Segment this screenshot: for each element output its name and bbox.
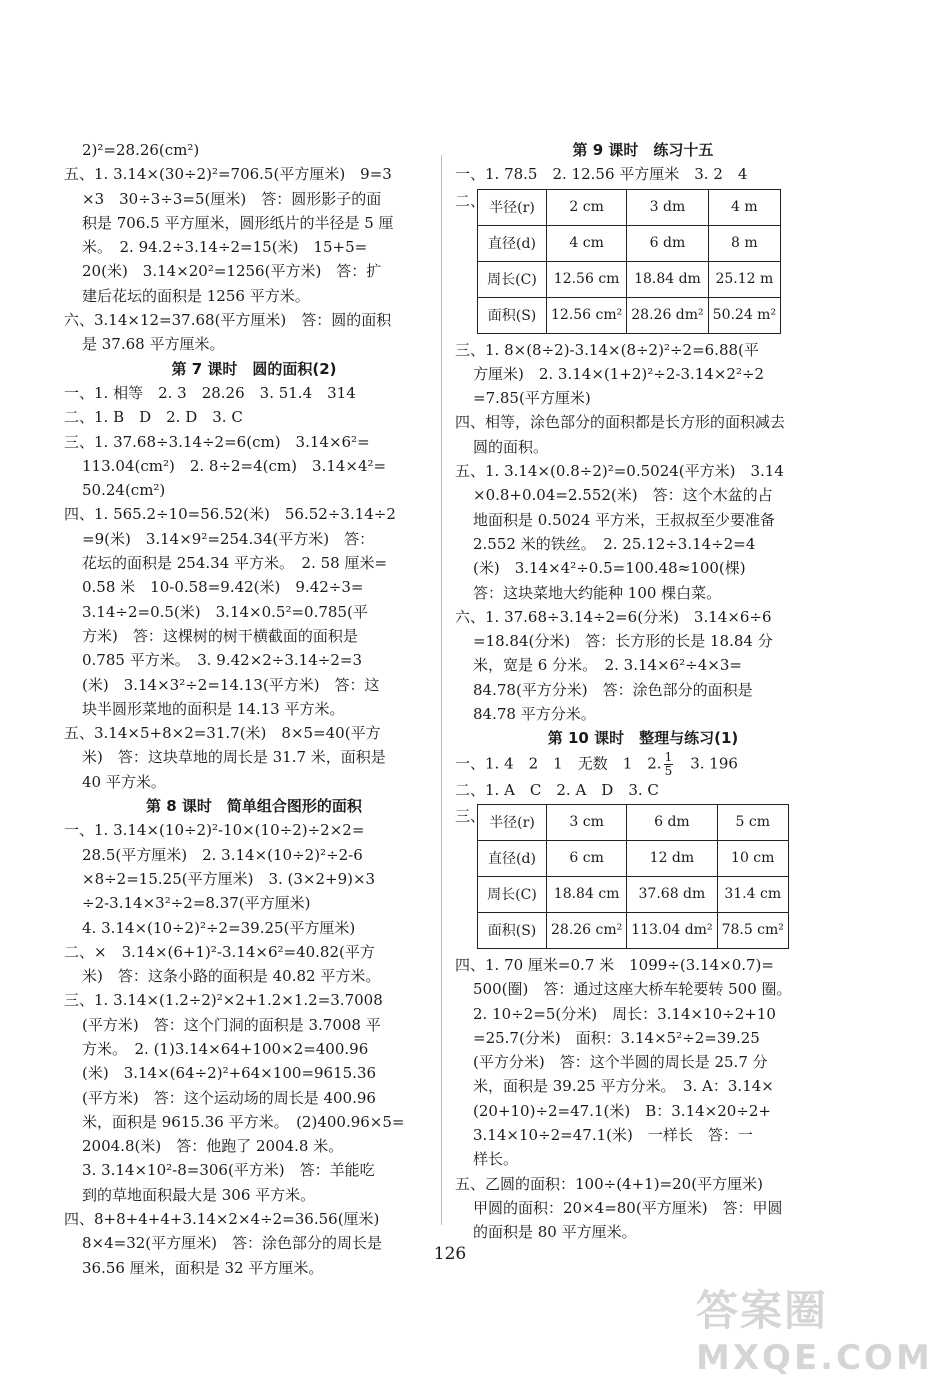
row-header-cell: 周长(C) <box>478 261 547 297</box>
answer-line: 四、1. 70 厘米=0.7 米 1099÷(3.14×0.7)= <box>455 955 774 974</box>
answer-line: 8×4=32(平方厘米) 答：涂色部分的周长是 <box>82 1234 383 1253</box>
answer-line: 四、1. 565.2÷10=56.52(米) 56.52÷3.14÷2 <box>64 505 396 524</box>
answer-line: 三、1. 37.68÷3.14÷2=6(cm) 3.14×6²= <box>64 432 370 451</box>
answer-line: 米，面积是 9615.36 平方米。 (2)400.96×5= <box>82 1112 405 1131</box>
answer-line: 五、1. 3.14×(30÷2)²=706.5(平方厘米) 9=3 <box>64 165 392 184</box>
answer-line: 积是 706.5 平方厘米，圆形纸片的半径是 5 厘 <box>82 213 394 232</box>
answer-line: 三、1. 3.14×(1.2÷2)²×2+1.2×1.2=3.7008 <box>64 991 383 1010</box>
fraction-numerator: 1 <box>664 749 673 764</box>
row-header-cell: 面积(S) <box>478 297 547 333</box>
answer-line: (米) 3.14×3²÷2=14.13(平方米) 答：这 <box>82 675 380 694</box>
table-cell: 4 cm <box>547 225 627 261</box>
answer-line: 五、1. 3.14×(0.8÷2)²=0.5024(平方米) 3.14 <box>455 462 784 481</box>
table-cell: 6 dm <box>627 804 717 840</box>
answer-line: 方厘米) 2. 3.14×(1+2)²÷2-3.14×2²÷2 <box>473 364 765 383</box>
answer-line: 2. 10÷2=5(分米) 周长：3.14×10÷2+10 <box>473 1004 776 1023</box>
table-row <box>478 225 781 261</box>
answer-line: 花坛的面积是 254.34 平方米。 2. 58 厘米= <box>82 554 388 573</box>
fraction <box>664 751 674 778</box>
watermark-en: MXQE.COM <box>696 1338 933 1378</box>
answer-line: (平方米) 答：这个门洞的面积是 3.7008 平 <box>82 1015 381 1034</box>
answer-line: 四、8+8+4+4+3.14×2×4÷2=36.56(厘米) <box>64 1210 380 1229</box>
row-header-cell: 周长(C) <box>478 876 547 912</box>
left-column <box>64 138 444 1280</box>
answer-line: ×8÷2=15.25(平方厘米) 3. (3×2+9)×3 <box>82 869 376 888</box>
answer-line: 28.5(平方厘米) 2. 3.14×(10÷2)²÷2-6 <box>82 845 363 864</box>
answer-line: ÷2-3.14×3²÷2=8.37(平方厘米) <box>82 894 311 913</box>
answer-line: =7.85(平方厘米) <box>473 389 591 408</box>
circle-table-1 <box>455 189 831 334</box>
table-cell: 3 dm <box>627 189 708 225</box>
answer-line: 六、1. 37.68÷3.14÷2=6(分米) 3.14×6÷6 <box>455 607 772 626</box>
row-header-cell: 直径(d) <box>478 840 547 876</box>
answer-line: 二、1. A C 2. A D 3. C <box>455 780 659 799</box>
circle-table-2 <box>455 804 831 949</box>
table-cell: 5 cm <box>717 804 788 840</box>
lesson-10-heading: 第 10 课时 整理与练习(1) <box>547 729 739 748</box>
row-header-cell: 面积(S) <box>478 912 547 948</box>
table-cell: 25.12 m <box>708 261 780 297</box>
table-row <box>478 876 789 912</box>
table-label: 二、 <box>455 191 486 210</box>
answer-line: 块半圆形菜地的面积是 14.13 平方米。 <box>82 699 345 718</box>
table-label: 三、 <box>455 806 486 825</box>
table-cell: 2 cm <box>547 189 627 225</box>
answer-line: 圆的面积。 <box>473 437 549 456</box>
answer-line: 米) 答：这条小路的面积是 40.82 平方米。 <box>82 967 381 986</box>
answer-line: 一、1. 3.14×(10÷2)²-10×(10÷2)÷2×2= <box>64 821 365 840</box>
answer-line: 答：这块菜地大约能种 100 棵白菜。 <box>473 583 722 602</box>
fraction-denominator: 5 <box>664 763 673 778</box>
answer-line: ×0.8+0.04=2.552(米) 答：这个木盆的占 <box>473 486 773 505</box>
answer-line: 方米) 答：这棵树的树干横截面的面积是 <box>82 626 358 645</box>
answer-line: 2004.8(米) 答：他跑了 2004.8 米。 <box>82 1137 344 1156</box>
answer-line: 四、相等，涂色部分的面积都是长方形的面积减去 <box>455 413 786 432</box>
table-cell: 28.26 cm² <box>547 912 627 948</box>
right-column <box>455 138 831 1245</box>
answer-line: 五、3.14×5+8×2=31.7(米) 8×5=40(平方 <box>64 724 381 743</box>
table-cell: 6 cm <box>547 840 627 876</box>
table-cell: 18.84 cm <box>547 876 627 912</box>
answer-line: 六、3.14×12=37.68(平方厘米) 答：圆的面积 <box>64 311 392 330</box>
table-cell: 3 cm <box>547 804 627 840</box>
watermark-cn: 答案圈 <box>696 1286 829 1335</box>
answer-line: =9(米) 3.14×9²=254.34(平方米) 答： <box>82 529 375 548</box>
answer-line: 500(圈) 答：通过这座大桥车轮要转 500 圈。 <box>473 980 792 999</box>
answer-line: 3.14×10÷2=47.1(米) 一样长 答：一 <box>473 1126 753 1145</box>
table-cell: 113.04 dm² <box>627 912 717 948</box>
answer-line: 113.04(cm²) 2. 8÷2=4(cm) 3.14×4²= <box>82 456 387 475</box>
answer-line: 0.785 平方米。 3. 9.42×2÷3.14÷2=3 <box>82 651 362 670</box>
answer-line: 方米。 2. (1)3.14×64+100×2=400.96 <box>82 1039 369 1058</box>
table-cell: 31.4 cm <box>717 876 788 912</box>
answer-line: (米) 3.14×(64÷2)²+64×100=9615.36 <box>82 1064 377 1083</box>
answer-line: 一、1. 相等 2. 3 28.26 3. 51.4 314 <box>64 383 356 402</box>
table-row <box>478 912 789 948</box>
table-cell: 28.26 dm² <box>627 297 708 333</box>
lesson-heading: 第 8 课时 简单组合图形的面积 <box>146 797 362 816</box>
answer-line: 50.24(cm²) <box>82 481 166 500</box>
answer-line: 3.14÷2=0.5(米) 3.14×0.5²=0.785(平 <box>82 602 368 621</box>
table-cell: 6 dm <box>627 225 708 261</box>
answer-line: ×3 30÷3÷3=5(厘米) 答：圆形影子的面 <box>82 189 382 208</box>
answer-line: 样长。 <box>473 1150 519 1169</box>
table-row <box>478 297 781 333</box>
answer-line: 一、1. 78.5 2. 12.56 平方厘米 3. 2 4 <box>455 165 748 184</box>
table-row <box>478 261 781 297</box>
table-row <box>478 804 789 840</box>
answer-line: 二、1. B D 2. D 3. C <box>64 408 243 427</box>
answer-line: 地面积是 0.5024 平方米，王叔叔至少要准备 <box>473 510 776 529</box>
answer-line: 五、乙圆的面积：100÷(4+1)=20(平方厘米) <box>455 1174 763 1193</box>
answer-line: 米。 2. 94.2÷3.14÷2=15(米) 15+5= <box>82 238 368 257</box>
table-row <box>478 189 781 225</box>
answer-line: 40 平方米。 <box>82 772 166 791</box>
answer-line: 三、1. 8×(8÷2)-3.14×(8÷2)²÷2=6.88(平 <box>455 340 759 359</box>
answer-line: 的面积是 80 平方厘米。 <box>473 1223 637 1242</box>
page-number: 126 <box>433 1244 467 1264</box>
row-header-cell: 半径(r) <box>478 189 547 225</box>
lesson-heading: 第 7 课时 圆的面积(2) <box>171 359 337 378</box>
answer-line: 米，面积是 39.25 平方分米。 3. A：3.14× <box>473 1077 774 1096</box>
answer-line: 米，宽是 6 分米。 2. 3.14×6²÷4×3= <box>473 656 742 675</box>
table-cell: 18.84 dm <box>627 261 708 297</box>
answer-line: 2)²=28.26(cm²) <box>82 141 200 159</box>
answer-line: (平方分米) 答：这个半圆的周长是 25.7 分 <box>473 1053 768 1072</box>
answer-line: =25.7(分米) 面积：3.14×5²÷2=39.25 <box>473 1028 760 1047</box>
answer-line: 3. 3.14×10²-8=306(平方米) 答：羊能吃 <box>82 1161 375 1180</box>
answer-line: 84.78 平方分米。 <box>473 705 596 724</box>
lesson-9-heading: 第 9 课时 练习十五 <box>572 141 714 159</box>
table-cell: 12.56 cm² <box>547 297 627 333</box>
table-cell: 50.24 m² <box>708 297 780 333</box>
circle-measure-table <box>477 189 781 334</box>
answer-line: (平方米) 答：这个运动场的周长是 400.96 <box>82 1088 376 1107</box>
table-cell: 37.68 dm <box>627 876 717 912</box>
answer-line: 甲圆的面积：20×4=80(平方厘米) 答：甲圆 <box>473 1198 783 1217</box>
circle-measure-table <box>477 804 789 949</box>
answer-line: (20+10)÷2=47.1(米) B：3.14×20÷2+ <box>473 1101 771 1120</box>
answer-line-fraction: 一、1. 4 2 1 无数 1 2. $\frac{1}{5}$ 3. 196 <box>455 749 738 778</box>
answer-line: =18.84(分米) 答：长方形的长是 18.84 分 <box>473 632 773 651</box>
answer-line: 36.56 厘米，面积是 32 平方厘米。 <box>82 1258 324 1277</box>
table-cell: 4 m <box>708 189 780 225</box>
table-cell: 8 m <box>708 225 780 261</box>
table-cell: 10 cm <box>717 840 788 876</box>
answer-line: 二、× 3.14×(6+1)²-3.14×6²=40.82(平方 <box>64 942 375 961</box>
answer-line: 米) 答：这块草地的周长是 31.7 米，面积是 <box>82 748 386 767</box>
answer-line: 20(米) 3.14×20²=1256(平方米) 答：扩 <box>82 262 382 281</box>
answer-line: 建后花坛的面积是 1256 平方米。 <box>82 286 310 305</box>
answer-line: 2.552 米的铁丝。 2. 25.12÷3.14÷2=4 <box>473 534 756 553</box>
table-cell: 78.5 cm² <box>717 912 788 948</box>
table-cell: 12.56 cm <box>547 261 627 297</box>
answer-line: 84.78(平方分米) 答：涂色部分的面积是 <box>473 680 753 699</box>
answer-line: 是 37.68 平方厘米。 <box>82 335 225 354</box>
row-header-cell: 直径(d) <box>478 225 547 261</box>
table-cell: 12 dm <box>627 840 717 876</box>
table-row <box>478 840 789 876</box>
watermark-logo <box>696 1278 933 1378</box>
answer-line: 到的草地面积最大是 306 平方米。 <box>82 1185 316 1204</box>
answer-line: (米) 3.14×4²÷0.5=100.48≈100(棵) <box>473 559 746 578</box>
answer-line: 0.58 米 10-0.58=9.42(米) 9.42÷3= <box>82 578 364 597</box>
row-header-cell: 半径(r) <box>478 804 547 840</box>
answer-line: 4. 3.14×(10÷2)²÷2=39.25(平方厘米) <box>82 918 356 937</box>
